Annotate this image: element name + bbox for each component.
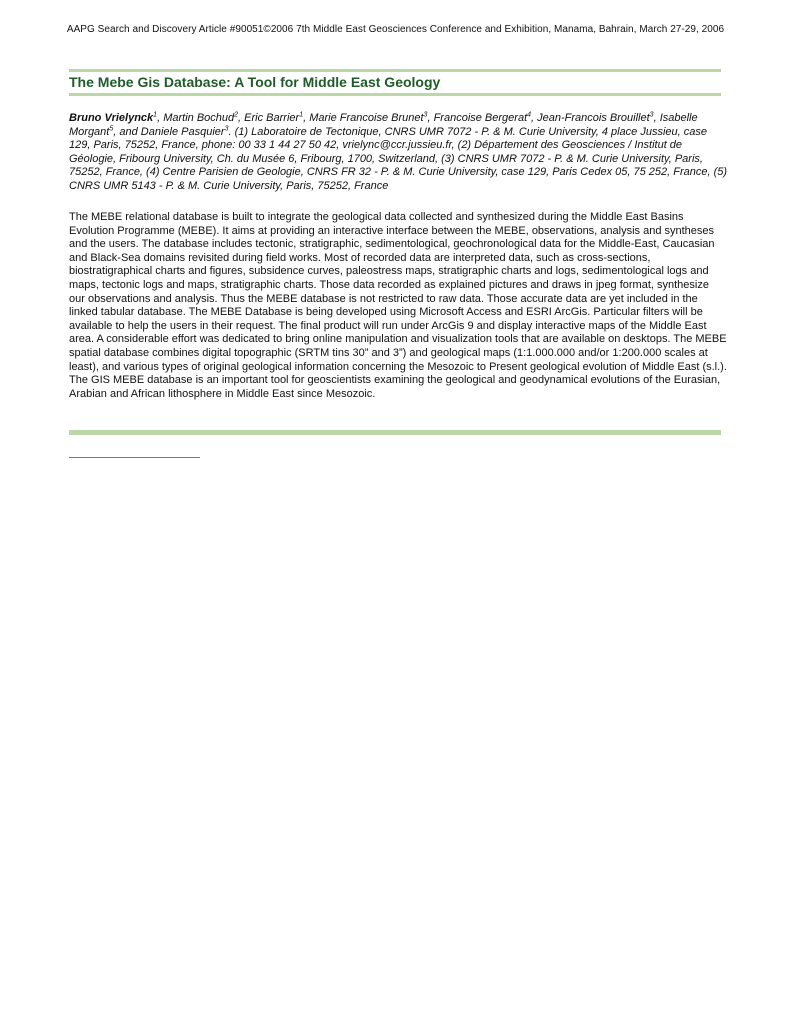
author-name: Eric Barrier (244, 112, 300, 124)
affiliations: . (1) Laboratoire de Tectonique, CNRS UMR 7072 - P. & M. Curie University, 4 place Jussieu, case 129, Paris, 75252, France, phone: 00 33 1 44 27 50 42, vrielync@ccr.jussieu.fr, (2) Département des Geosciences / Institut de Géologie, Fribourg University, Ch. du Musée 6, Fribourg, 1700, Switzerland, (3) CNRS UMR 7072 - P. & M. Curie University, Paris, 75252, France, (4) Centre Parisien de Geologie, CNRS FR 32 - P. & M. Curie University, case 129, Paris Cedex 05, 75 252, France, (5) CNRS UMR 5143 - P. & M. Curie University, Paris, 75252, France (69, 125, 728, 192)
article-title: The Mebe Gis Database: A Tool for Middle East Geology (69, 74, 441, 90)
author-sup: 3 (224, 124, 229, 132)
abstract-rule-bottom (69, 430, 721, 435)
title-rule-top (69, 69, 721, 72)
author-sup: 4 (527, 111, 532, 119)
author-sup: 3 (423, 111, 428, 119)
author-name: Isabelle Morgant (69, 112, 698, 138)
authors-affiliations: Bruno Vrielynck$^1$, Martin Bochud$^2$, Eric Barrier$^1$, Marie Francoise Brunet$^3$, Francoise Bergerat$^4$, Jean-Francois Brouillet$^3$, Isabelle Morgant$^5$, and Daniele Pasquier$^3$. (1) Laboratoire de Tectonique, CNRS UMR 7072 - P. & M. Curie University, 4 place Jussieu, case 129, Paris, 75252, France, phone: 00 33 1 44 27 50 42, vrielync@ccr.jussieu.fr, (2) Département des Geosciences / Institut de Géologie, Fribourg University, Ch. du Musée 6, Fribourg, 1700, Switzerland, (3) CNRS UMR 7072 - P. & M. Curie University, Paris, 75252, France, (4) Centre Parisien de Geologie, CNRS FR 32 - P. & M. Curie University, case 129, Paris Cedex 05, 75 252, France, (5) CNRS UMR 5143 - P. & M. Curie University, Paris, 75252, France (69, 111, 728, 192)
author-sup: 3 (649, 111, 654, 119)
author-name: Jean-Francois Brouillet (537, 112, 650, 124)
lead-author: Bruno Vrielynck (69, 112, 154, 124)
author-sup: 5 (109, 124, 114, 132)
author-name: Martin Bochud (163, 112, 235, 124)
author-sup: 1 (153, 111, 158, 119)
author-sup: 1 (299, 111, 304, 119)
author-name: Francoise Bergerat (433, 112, 528, 124)
footnote-divider (69, 457, 200, 458)
conference-citation: AAPG Search and Discovery Article #90051©2006 7th Middle East Geosciences Conference and Exhibition, Manama, Bahrain, March 27-29, 2006 (66, 24, 725, 35)
title-rule-bottom (69, 93, 721, 96)
abstract-text: The MEBE relational database is built to integrate the geological data collected and synthesized during the Middle East Basins Evolution Programme (MEBE). It aims at providing an interactive interface between the MEBE, observations, analysis and syntheses and the users. The database includes tectonic, stratigraphic, sedimentological, geochronological data for the Middle-East, Caucasian and Black-Sea domains revisited during field works. Most of recorded data are interpreted data, such as cross-sections, biostratigraphical charts and figures, subsidence curves, paleostress maps, stratigraphic charts and logs, sedimentological logs and maps, tectonic logs and maps, stratigraphic charts. Those data recorded as explained pictures and draws in jpeg format, synthesize our observations and analysis. Thus the MEBE database is not restricted to raw data. Those accurate data are yet included in the linked tabular database. The MEBE Database is being developed using Microsoft Access and ESRI ArcGis. Particular filters will be available to help the users in their request. The final product will run under ArcGis 9 and display interactive maps of the Middle East area. A considerable effort was dedicated to bring online manipulation and visualization tools that are available on desktops. The MEBE spatial database combines digital topographic (SRTM tins 30” and 3”) and geological maps (1:1.000.000 and/or 1:200.000 scales at least), and various types of original geological information concerning the Mesozoic to Present geological evolution of Middle East (s.l.). The GIS MEBE database is an important tool for geoscientists examining the geological and geodynamical evolutions of the Eurasian, Arabian and African lithosphere in Middle East since Mesozoic. (69, 211, 727, 400)
author-name: Marie Francoise Brunet (309, 112, 424, 124)
author-sup: 2 (234, 111, 239, 119)
author-name: Daniele Pasquier (140, 125, 225, 138)
